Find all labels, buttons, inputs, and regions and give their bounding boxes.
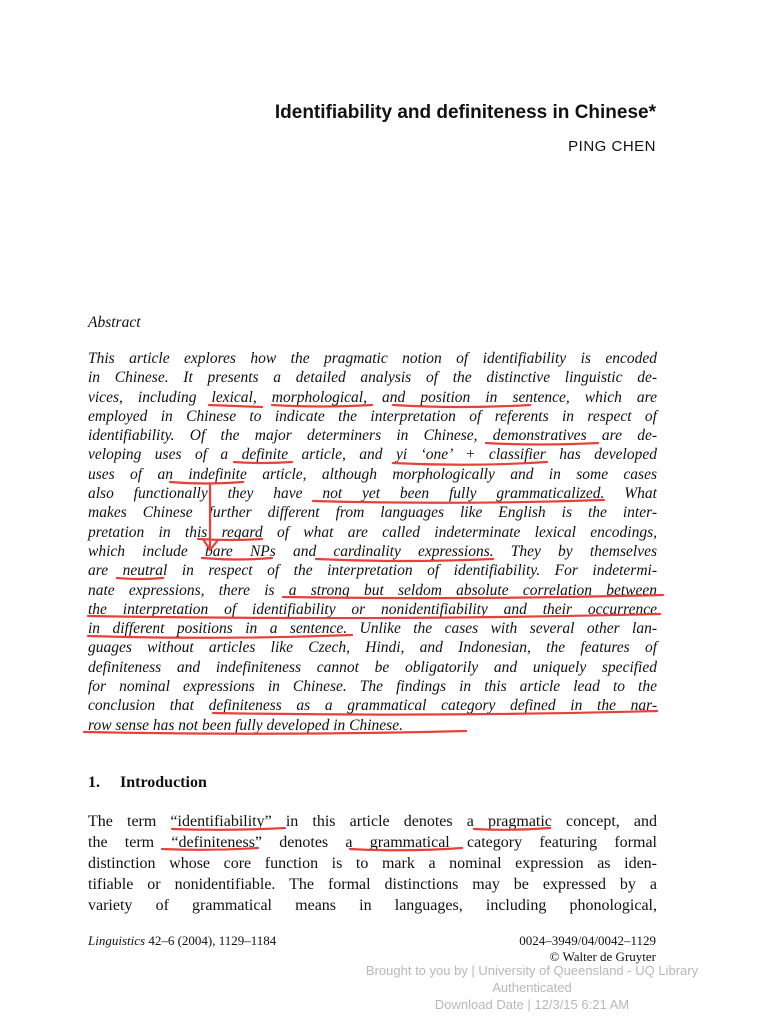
abstract-line: nate expressions, there is a strong but seldom absolute correlation between (88, 581, 657, 599)
abstract-line: This article explores how the pragmatic notion of identifiability is encoded (88, 350, 657, 367)
abstract-line: vices, including lexical, morphological, and position in sentence, which are (88, 388, 657, 406)
abstract-line: uses of an indefinite article, although morphologically and in some cases (88, 465, 657, 483)
abstract-line: pretation in this regard of what are called indeterminate lexical encodings, (88, 523, 657, 541)
abstract-line: also functionally they have not yet been fully grammaticalized. What (88, 485, 657, 503)
abstract-line: are neutral in respect of the interpretation of identifiability. For indetermi- (88, 562, 657, 580)
abstract-line: veloping uses of a definite article, and yi ‘one’ + classifier has developed (88, 446, 657, 464)
abstract-line: row sense has not been fully developed in Chinese. (88, 716, 403, 734)
abstract-line: conclusion that definiteness as a grammatical category defined in the nar- (88, 697, 657, 715)
journal-name: Linguistics (88, 933, 146, 948)
abstract-body (88, 349, 657, 735)
publisher-info (519, 933, 656, 965)
copyright-notice: © Walter de Gruyter (549, 949, 656, 964)
issn-code: 0024–3949/04/0042–1129 (519, 933, 656, 948)
introduction-body (88, 811, 657, 916)
abstract-line: which include bare NPs and cardinality expressions. They by themselves (88, 542, 657, 560)
abstract-line: definiteness and indefiniteness cannot be obligatorily and uniquely specified (88, 658, 657, 676)
abstract-line: in different positions in a sentence. Unlike the cases with several other lan- (88, 620, 657, 638)
abstract-heading: Abstract (88, 314, 141, 331)
watermark-line: Download Date | 12/3/15 6:21 AM (434, 997, 630, 1012)
body-line: The term “identifiability” in this article denotes a pragmatic concept, and (88, 813, 657, 830)
citation-details: 42–6 (2004), 1129–1184 (145, 933, 277, 948)
section-heading (88, 774, 207, 792)
abstract-line: the interpretation of identifiability or nonidentifiability and their occurrence (88, 600, 657, 618)
watermark-line: Authenticated (492, 980, 572, 995)
journal-citation (88, 933, 276, 949)
download-watermark (332, 962, 732, 1013)
abstract-line: identifiability. Of the major determiners in Chinese, demonstratives are de- (88, 427, 657, 445)
section-title: Introduction (120, 774, 207, 791)
body-line: the term “definiteness” denotes a grammatical category featuring formal (88, 834, 657, 851)
body-line: variety of grammatical means in languages, including phonological, (88, 897, 657, 914)
watermark-line: Brought to you by | University of Queensland - UQ Library (365, 963, 699, 978)
section-number: 1. (88, 774, 100, 791)
abstract-line: for nominal expressions in Chinese. The findings in this article lead to the (88, 678, 657, 696)
body-line: distinction whose core function is to mark a nominal expression as iden- (88, 855, 657, 872)
abstract-line: guages without articles like Czech, Hindi, and Indonesian, the features of (88, 639, 657, 657)
abstract-line: in Chinese. It presents a detailed analysis of the distinctive linguistic de- (88, 369, 657, 387)
paper-title: Identifiability and definiteness in Chinese* (274, 102, 656, 123)
author-name: PING CHEN (568, 138, 656, 155)
abstract-line: employed in Chinese to indicate the interpretation of referents in respect of (88, 407, 657, 425)
body-line: tifiable or nonidentifiable. The formal distinctions may be expressed by a (88, 876, 657, 893)
abstract-line: makes Chinese further different from languages like English is the inter- (88, 504, 657, 522)
